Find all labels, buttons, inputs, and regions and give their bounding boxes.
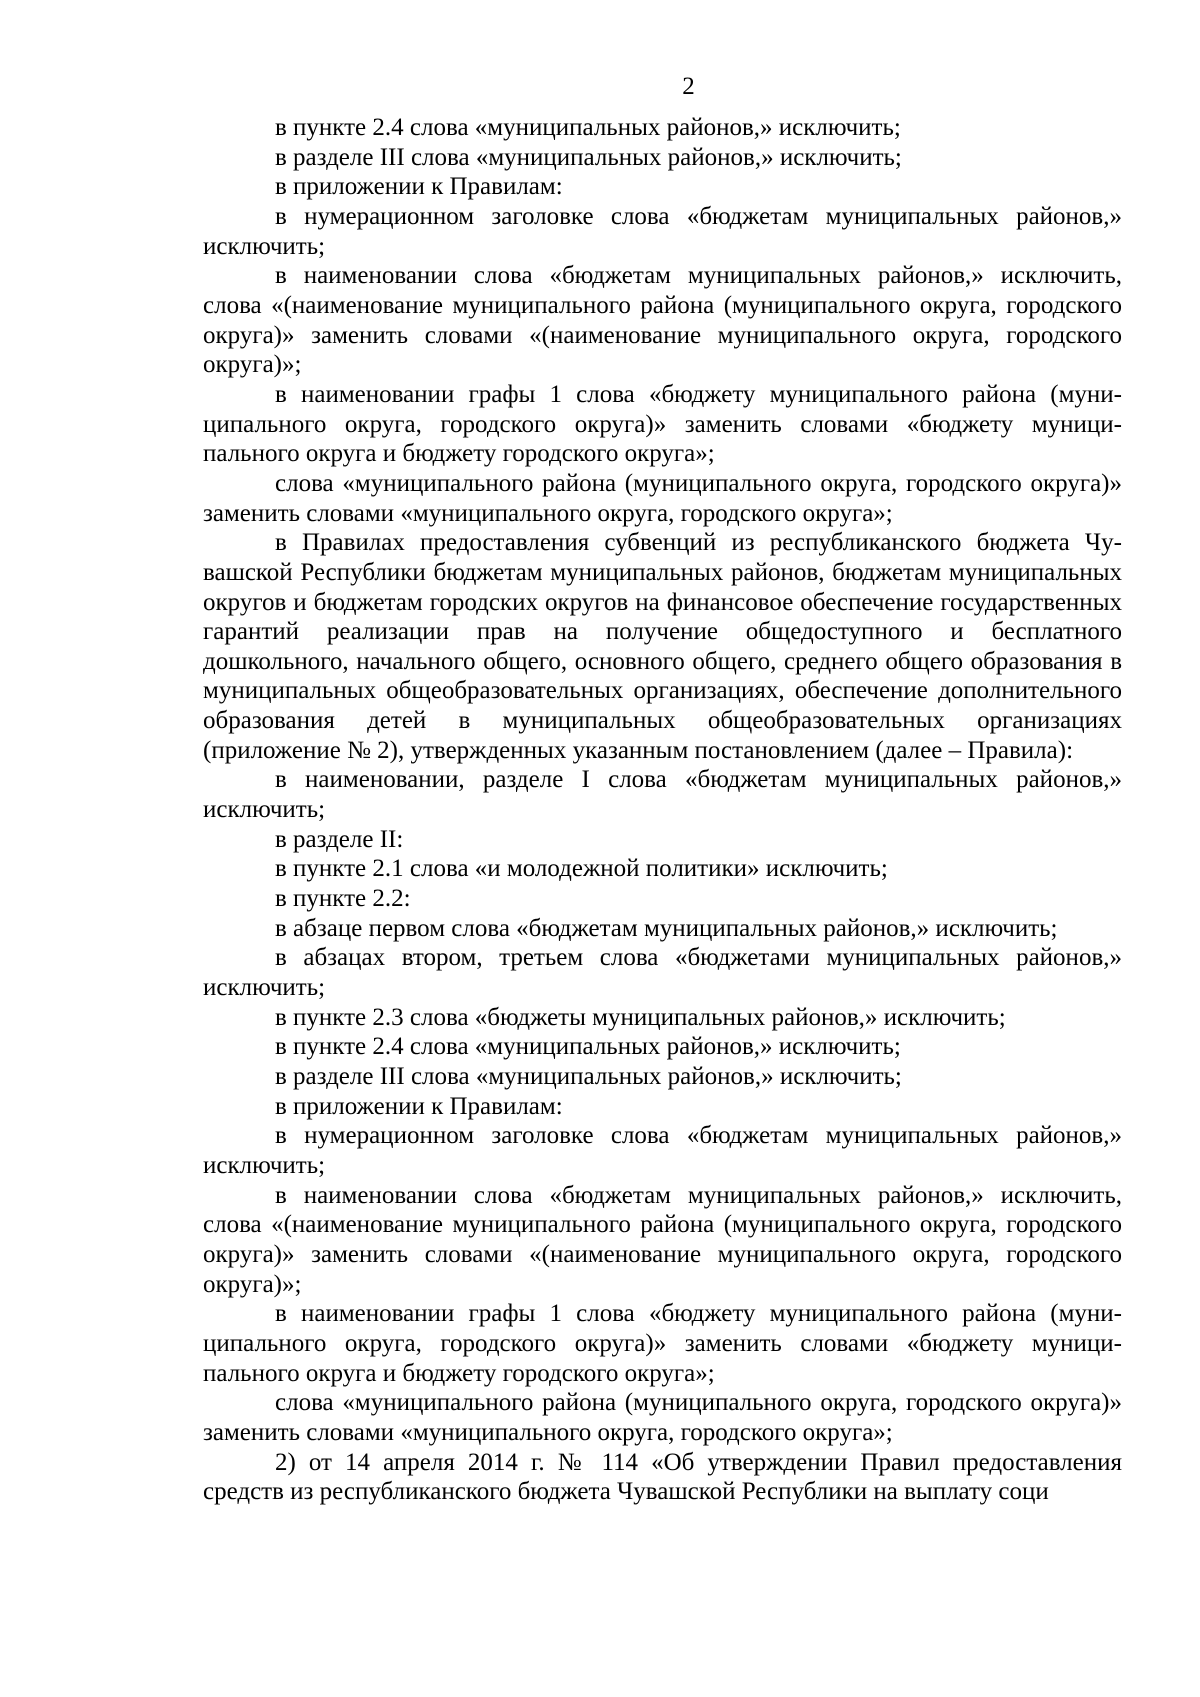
paragraph: в наименовании слова «бюджетам муниципальных районов,» исключить, слова «(наименование муниципального района (муниципального округа, городского округа)» заменить словами «(наименование муниципального округа, городского округа)»; [203,262,1122,379]
paragraph: в разделе III слова «муниципальных районов,» исключить; [275,143,902,171]
paragraph: в абзаце первом слова «бюджетам муниципальных районов,» исключить; [275,914,1058,942]
paragraph: в наименовании слова «бюджетам муниципальных районов,» исключить, слова «(наименование муниципального района (муниципального округа, городского округа)» заменить словами «(наименование муниципального округа, городского округа)»; [203,1181,1122,1298]
paragraph: в разделе II: [275,825,404,853]
paragraph: в пункте 2.4 слова «муниципальных районов,» исключить; [275,1033,901,1061]
document-body [203,113,1122,1507]
paragraph: в нумерационном заголовке слова «бюджетам муниципальных районов,» исключить; [203,202,1122,260]
paragraph: в пункте 2.1 слова «и молодежной политики» исключить; [275,855,888,883]
paragraph: в наименовании графы 1 слова «бюджету муниципального района (муниципального округа, городского округа)» заменить словами «бюджету муниципального округа и бюджету городского округа»; [203,380,1122,468]
paragraph: слова «муниципального района (муниципального округа, городского округа)» заменить словами «муниципального округа, городского округа»; [203,1389,1122,1446]
paragraph: в Правилах предоставления субвенций из республиканского бюджета Чувашской Республики бюджетам муниципальных районов, бюджетам муниципальных округов и бюджетам городских округов на финансовое обеспечение государственных гарантий реализации прав на получение общедоступного и бесплатного дошкольного, начального общего, основного общего, среднего общего образования в муниципальных общеобразовательных организациях, обеспечение дополнительного образования детей в муниципальных общеобразовательных организациях (приложение № 2), утвержденных указанным постановлением (далее – Правила): [203,529,1122,764]
paragraph: в наименовании, разделе I слова «бюджетам муниципальных районов,» исключить; [203,766,1122,824]
paragraph: в наименовании графы 1 слова «бюджету муниципального района (муниципального округа, городского округа)» заменить словами «бюджету муниципального округа и бюджету городского округа»; [203,1300,1122,1387]
paragraph: 2) от 14 апреля 2014 г. № 114 «Об утверждении Правил предоставления средств из республиканского бюджета Чувашской Республики на выплату соци [203,1448,1122,1506]
paragraph: в пункте 2.3 слова «бюджеты муниципальных районов,» исключить; [275,1003,1006,1031]
paragraph: в пункте 2.2: [275,885,411,913]
paragraph: в разделе III слова «муниципальных районов,» исключить; [275,1063,902,1090]
paragraph: в абзацах втором, третьем слова «бюджетами муниципальных районов,» исключить; [203,944,1122,1002]
paragraph: слова «муниципального района (муниципального округа, городского округа)» заменить словами «муниципального округа, городского округа»; [203,469,1122,527]
paragraph: в пункте 2.4 слова «муниципальных районов,» исключить; [275,114,901,141]
paragraph: в нумерационном заголовке слова «бюджетам муниципальных районов,» исключить; [203,1122,1122,1179]
paragraph: в приложении к Правилам: [275,1092,563,1120]
page-number: 2 [682,73,695,100]
paragraph: в приложении к Правилам: [275,173,563,201]
